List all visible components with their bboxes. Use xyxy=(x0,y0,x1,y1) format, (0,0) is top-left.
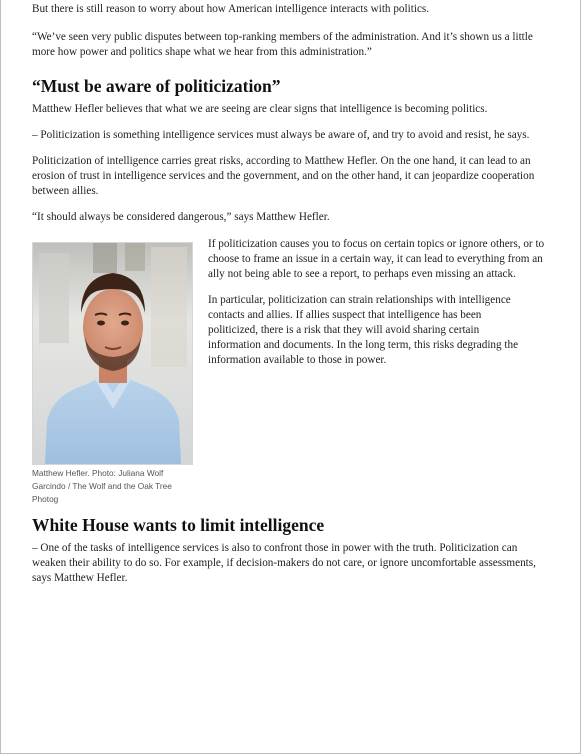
paragraph: But there is still reason to worry about how American intelligence interacts with politics. xyxy=(32,3,430,15)
paragraph: Politicization of intelligence carries great risks, according to Matthew Hefler. On the one hand, it can lead to an erosion of trust in intelligence services and the government, and on the other hand, it can jeopardize cooperation between allies. xyxy=(32,155,535,197)
paragraph: In particular, politicization can strain relationships with intelligence contacts and allies. If allies suspect that intelligence has been politicized, there is a risk that they will avoid sharing certain information and documents. In the long term, this risks degrading the information available to those in power. xyxy=(208,294,519,366)
paragraph: Matthew Hefler believes that what we are seeing are clear signs that intelligence is becoming politics. xyxy=(32,103,488,115)
section-heading: White House wants to limit intelligence xyxy=(32,515,325,535)
quote-paragraph: “It should always be considered dangerous,” says Matthew Hefler. xyxy=(32,211,330,223)
portrait-photo xyxy=(32,242,193,465)
paragraph: – One of the tasks of intelligence services is also to confront those in power with the truth. Politicization can weaken their ability to do so. For example, if decision-makers do not care, or ignore uncomfortable assessments, says Matthew Hefler. xyxy=(32,542,536,584)
quote-paragraph: “We’ve seen very public disputes between top-ranking members of the administration. And it’s shown us a little more how power and politics shape what we hear from this administration.” xyxy=(32,31,533,58)
paragraph: – Politicization is something intelligence services must always be aware of, and try to avoid and resist, he says. xyxy=(32,129,530,141)
photo-caption: Matthew Hefler. Photo: Juliana Wolf Garcindo / The Wolf and the Oak Tree Photog xyxy=(32,468,172,504)
paragraph: If politicization causes you to focus on certain topics or ignore others, or to choose to frame an issue in a certain way, it can lead to everything from an ally not being able to see a report, to perhaps even missing an attack. xyxy=(208,238,545,280)
section-heading: “Must be aware of politicization” xyxy=(32,76,281,96)
